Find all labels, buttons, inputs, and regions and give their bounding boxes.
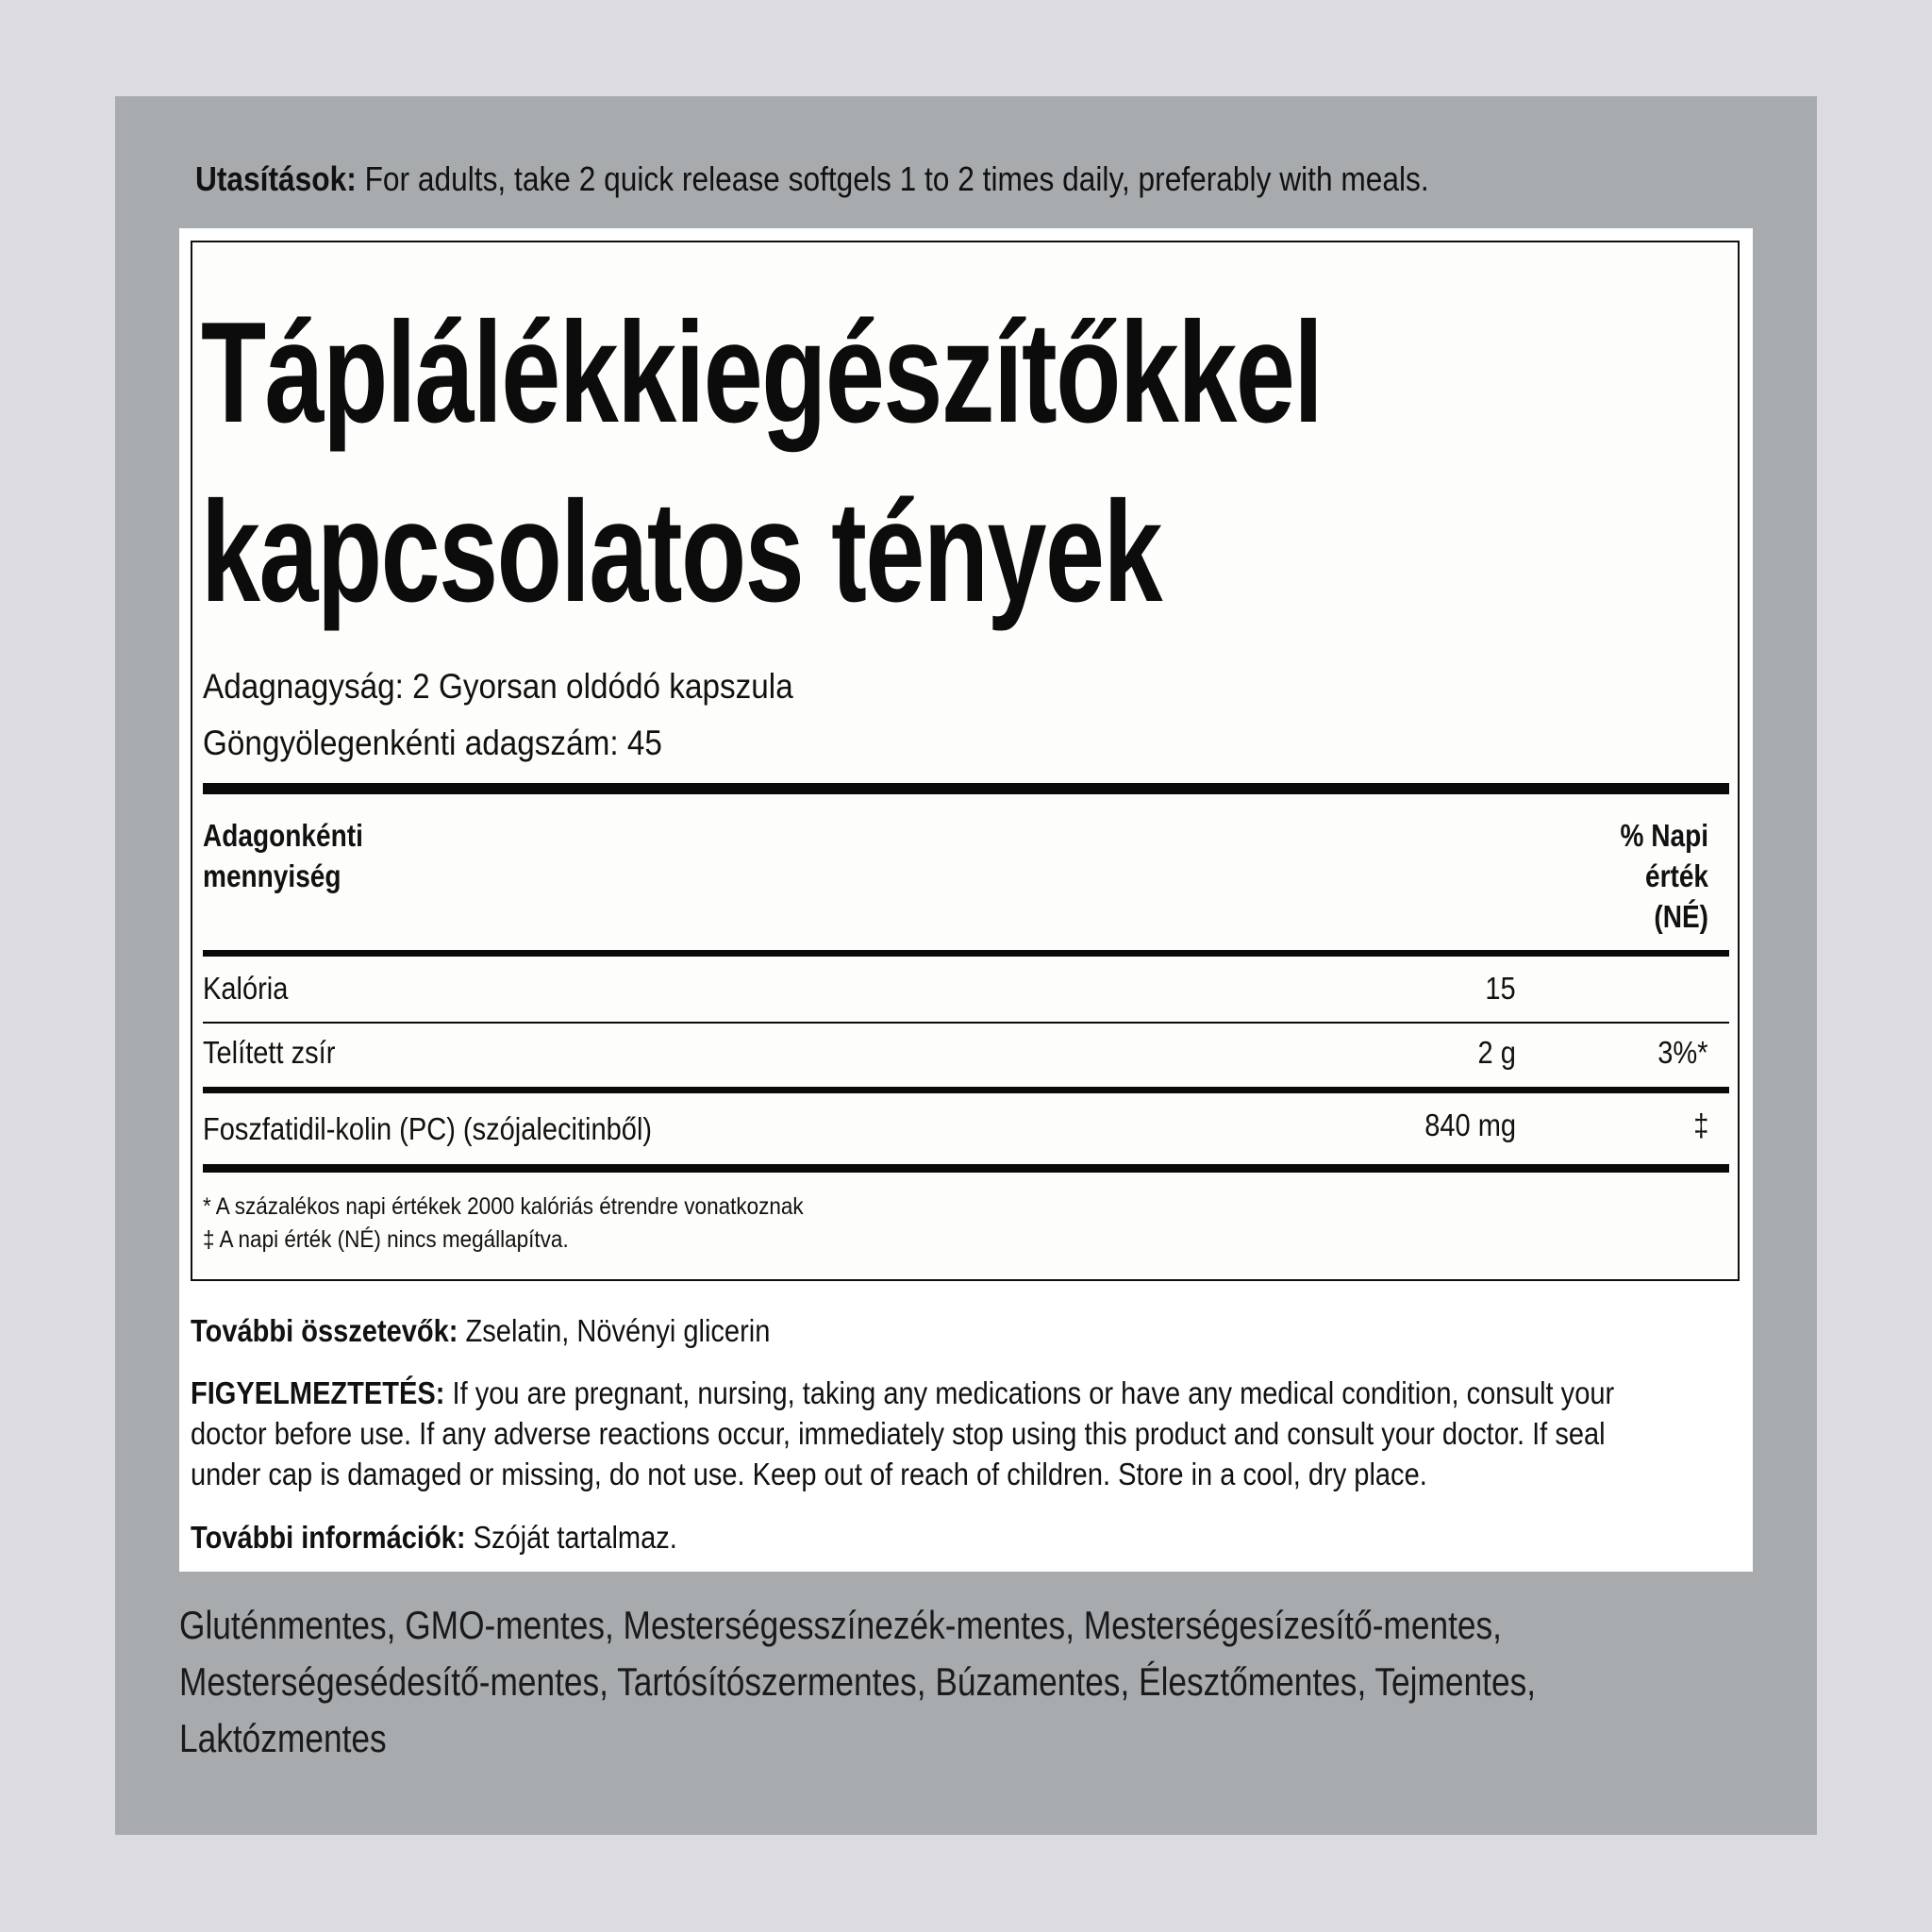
more-info-text: Szóját tartalmaz. (465, 1520, 677, 1555)
nutrient-name: Kalória (203, 971, 289, 1006)
nutrient-amount: 2 g (1477, 1035, 1516, 1070)
more-info-label: További információk: (191, 1520, 466, 1555)
directions-label: Utasítások: (195, 159, 357, 198)
warning-line-1: If you are pregnant, nursing, taking any medications or have any medical condition, consult your (444, 1375, 1615, 1410)
claims-line-3: Laktózmentes (179, 1716, 387, 1760)
warning-block (191, 1373, 1614, 1494)
daily-value-header (1620, 815, 1708, 937)
nutrient-daily-value: 3%* (1657, 1035, 1708, 1070)
footnote-percent-dv: * A százalékos napi értékek 2000 kalóriás étrendre vonatkoznak (203, 1193, 804, 1220)
warning-label: FIGYELMEZTETÉS: (191, 1375, 445, 1410)
other-ingredients-text: Zselatin, Növényi glicerin (458, 1313, 771, 1348)
header-right-line-1: % Napi (1620, 818, 1708, 853)
header-left-line-1: Adagonkénti (203, 818, 363, 853)
more-info (191, 1517, 677, 1557)
nutrient-name: Foszfatidil-kolin (PC) (szójalecitinből) (203, 1111, 653, 1146)
other-ingredients-label: További összetevők: (191, 1313, 458, 1348)
bottom-thick-divider (203, 1164, 1729, 1173)
facts-title (201, 283, 1354, 641)
facts-title-line-2: kapcsolatos tények (201, 472, 1161, 632)
header-right-line-3: (NÉ) (1654, 899, 1708, 934)
row-divider (203, 1022, 1729, 1024)
other-ingredients (191, 1310, 770, 1351)
directions-body: For adults, take 2 quick release softgels 1 to 2 times daily, preferably with meals. (356, 159, 1429, 198)
servings-per-container: Göngyölegenkénti adagszám: 45 (203, 724, 662, 762)
header-divider (203, 950, 1729, 957)
thick-divider (203, 783, 1729, 794)
header-left-line-2: mennyiség (203, 858, 341, 893)
free-from-claims (179, 1594, 1685, 1764)
warning-line-3: under cap is damaged or missing, do not use. Keep out of reach of children. Store in a cool, dry place. (191, 1457, 1427, 1491)
thick-row-divider (203, 1087, 1729, 1093)
amount-per-serving-header (203, 815, 363, 896)
nutrient-amount: 840 mg (1424, 1108, 1516, 1142)
claims-line-1: Gluténmentes, GMO-mentes, Mesterségesszínezék-mentes, Mesterségesízesítő-mentes, (179, 1603, 1502, 1647)
directions-text (195, 157, 1607, 202)
claims-line-2: Mesterségesédesítő-mentes, Tartósítószermentes, Búzamentes, Élesztőmentes, Tejmentes, (179, 1659, 1537, 1704)
nutrient-name: Telített zsír (203, 1035, 336, 1070)
header-right-line-2: érték (1644, 858, 1708, 893)
nutrient-daily-value: ‡ (1692, 1108, 1708, 1142)
footnote-dv-not-established: ‡ A napi érték (NÉ) nincs megállapítva. (203, 1226, 569, 1253)
nutrient-amount: 15 (1485, 971, 1516, 1006)
serving-size: Adagnagyság: 2 Gyorsan oldódó kapszula (203, 667, 793, 706)
warning-line-2: doctor before use. If any adverse reactions occur, immediately stop using this product and consult your doctor. If seal (191, 1416, 1606, 1451)
facts-title-line-1: Táplálékkiegészítőkkel (201, 292, 1323, 453)
